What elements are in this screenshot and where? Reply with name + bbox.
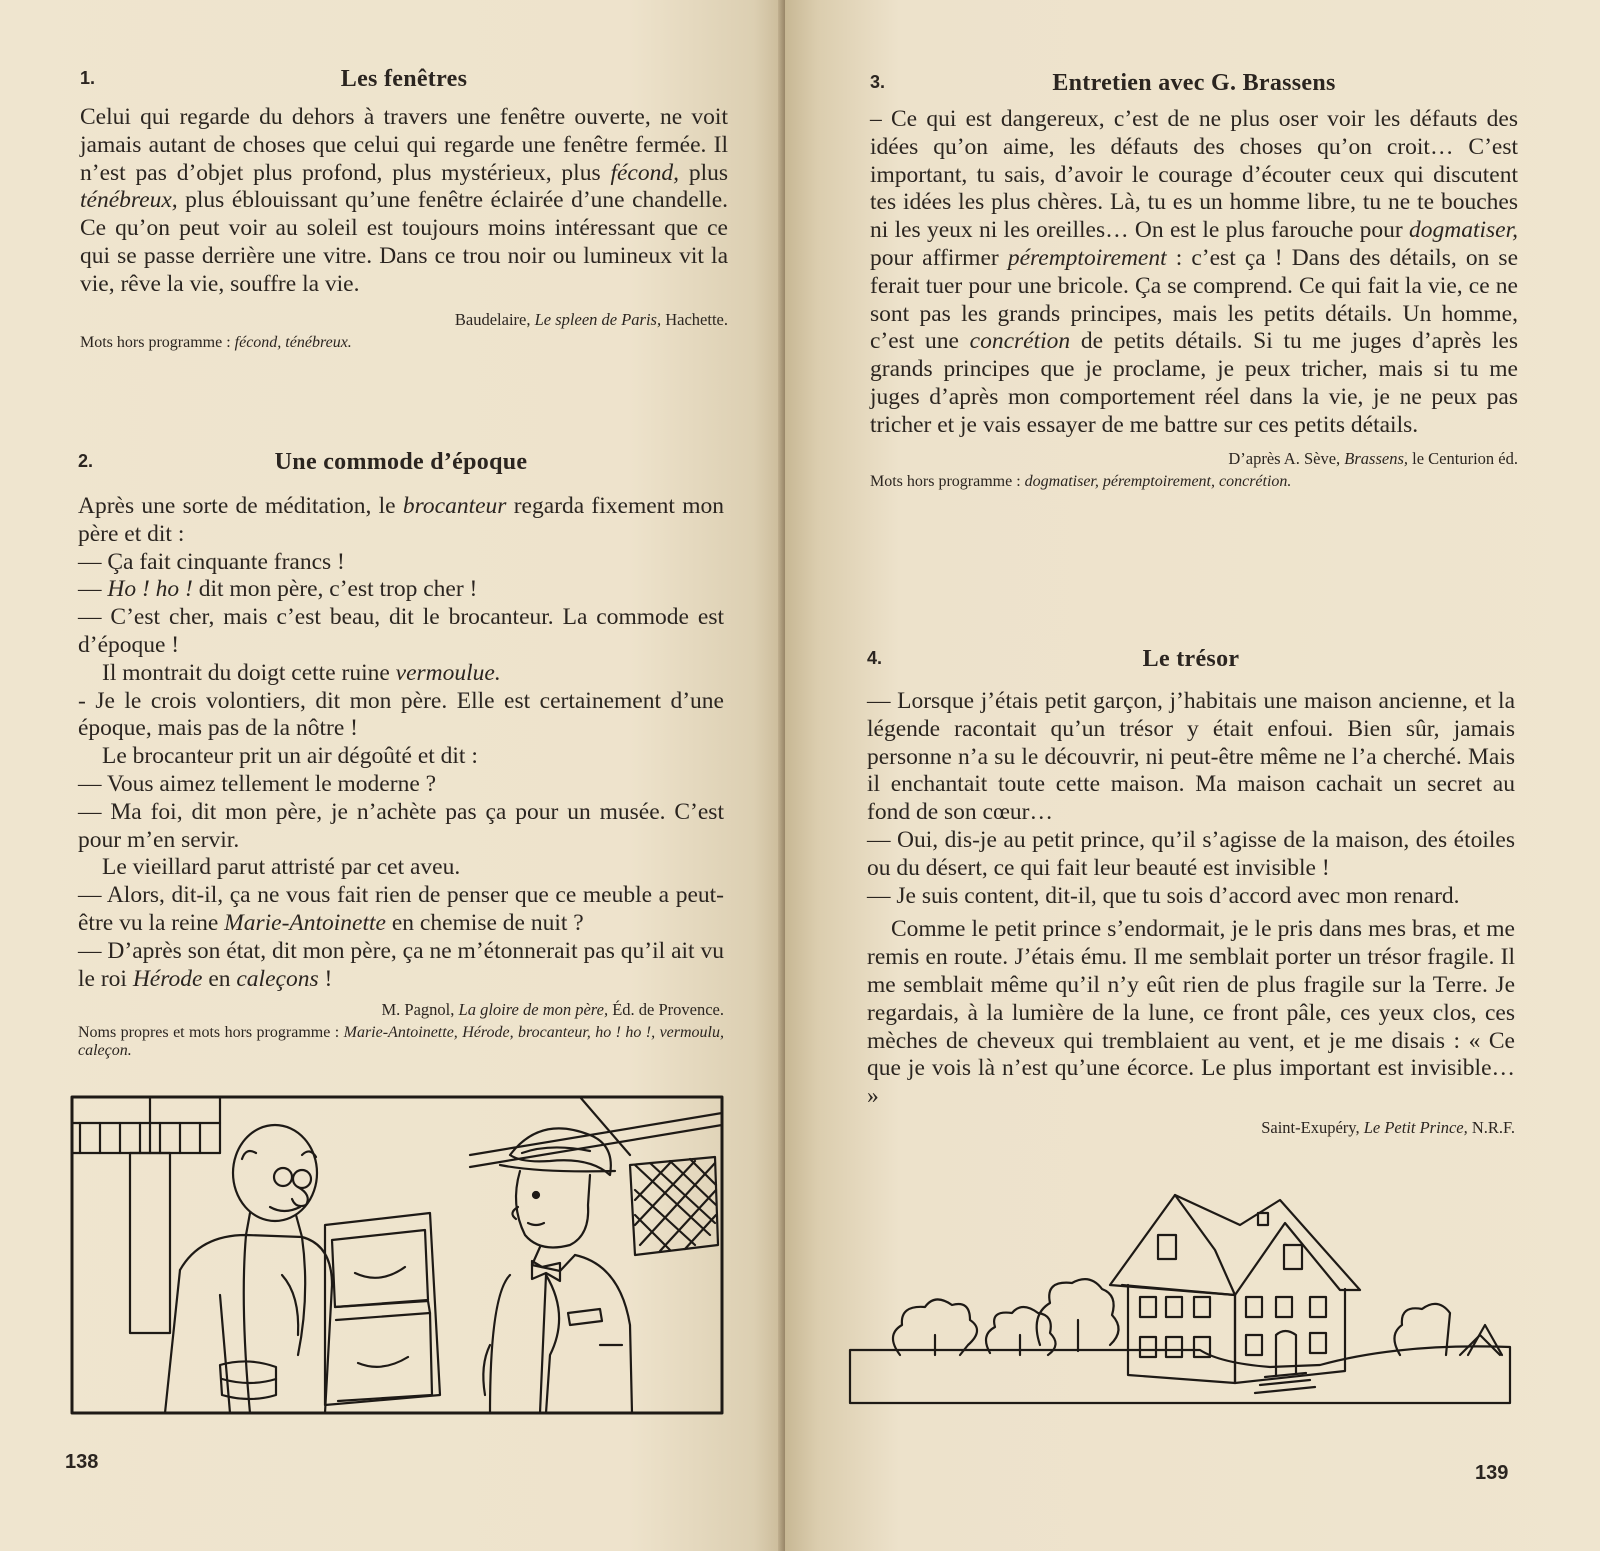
- dialogue-line: — Ça fait cinquante francs !: [78, 548, 345, 575]
- paragraph: Le vieillard parut attristé par cet aveu.: [102, 854, 461, 881]
- section-title: Entretien avec G. Brassens: [1052, 70, 1336, 96]
- dialogue-line: — D’après son état, dit mon père, ça ne m’étonnerait pas qu’il ait vu le roi Hérode en caleçons !: [78, 937, 724, 992]
- dialogue-line: — Alors, dit-il, ça ne vous fait rien de penser que ce meuble a peut-être vu la reine Marie-Antoinette en chemise de nuit ?: [78, 882, 724, 936]
- paragraph: Le brocanteur prit un air dégoûté et dit :: [102, 743, 478, 770]
- section-2-heading: [78, 449, 724, 483]
- section-4: [867, 646, 1515, 1139]
- paragraph: Il montrait du doigt cette ruine vermoulue.: [102, 659, 501, 686]
- section-2: [78, 449, 724, 1060]
- section-1: [80, 66, 728, 352]
- section-3-heading: [870, 70, 1518, 104]
- left-page: [0, 0, 785, 1551]
- source-citation: M. Pagnol, La gloire de mon père, Éd. de Provence.: [381, 1000, 724, 1020]
- vocabulary-note: Mots hors programme : dogmatiser, péremptoirement, concrétion.: [870, 472, 1292, 490]
- section-3-text: [870, 106, 1518, 440]
- right-page: [785, 0, 1600, 1551]
- dialogue-line: — Ho ! ho ! dit mon père, c’est trop cher !: [78, 576, 478, 603]
- antique-dealer-illustration: [70, 1095, 724, 1415]
- section-number: 1.: [80, 68, 96, 88]
- paragraph: Comme le petit prince s’endormait, je le pris dans mes bras, et me remis en route. J’étais ému. Il me semblait porter un trésor fragile. Il me semblait même qu’il n’y eût rien de plus fragile sur la Terre. Je regardais, à la lumière de la lune, ce front pâle, ces yeux clos, ces mèches de cheveux qui tremblaient au vent, et je me disais : « Ce que je vois là n’est qu’une écorce. Le plus important est invisible… »: [867, 916, 1515, 1110]
- vocabulary-note: Mots hors programme : fécond, ténébreux.: [80, 333, 352, 351]
- section-number: 2.: [78, 451, 94, 471]
- dialogue-line: — Oui, dis-je au petit prince, qu’il s’agisse de la maison, des étoiles ou du désert, ce qui fait leur beauté est invisible !: [867, 826, 1515, 881]
- paragraph: – Ce qui est dangereux, c’est de ne plus oser voir les défauts des idées qu’on aime, les défauts des choses qu’on croit… C’est important, tu sais, d’avoir le courage d’écouter ceux qui discutent tes idées les plus chères. Là, tu es un homme libre, tu ne te bouches ni les yeux ni les oreilles… On est le plus farouche pour dogmatiser, pour affirmer péremptoirement : c’est ça ! Dans des détails, on se ferait tuer pour une bricole. Ça se comprend. Ce qui fait la vie, ce ne sont pas les grands principes, mais les petits détails. Un homme, c’est une concrétion de petits détails. Si tu me juges d’après les grands principes que je proclame, je peux tricher, mais si tu me juges d’après mon comportement réel dans la vie, je ne peux pas tricher et je vais essayer de me battre sur ces petits détails.: [870, 106, 1519, 438]
- section-2-text: [78, 493, 724, 993]
- section-4-text: [867, 688, 1515, 1111]
- source-citation: Saint-Exupéry, Le Petit Prince, N.R.F.: [1261, 1117, 1515, 1137]
- paragraph: Après une sorte de méditation, le brocanteur regarda fixement mon père et dit :: [78, 493, 724, 547]
- page-number: 138: [65, 1451, 99, 1473]
- section-1-text: [80, 104, 728, 299]
- dialogue-line: - Je le crois volontiers, dit mon père. Elle est certainement d’une époque, mais pas de la nôtre !: [78, 687, 724, 742]
- source-citation: D’après A. Sève, Brassens, le Centurion éd.: [1228, 448, 1518, 468]
- section-1-heading: [80, 66, 728, 100]
- dialogue-line: — C’est cher, mais c’est beau, dit le brocanteur. La commode est d’époque !: [78, 604, 724, 658]
- section-title: Le trésor: [1142, 646, 1240, 672]
- old-house-illustration: [840, 1185, 1520, 1410]
- section-number: 4.: [867, 648, 883, 668]
- section-title: Les fenêtres: [340, 66, 468, 92]
- source-citation: Baudelaire, Le spleen de Paris, Hachette.: [454, 309, 728, 329]
- dialogue-line: — Je suis content, dit-il, que tu sois d’accord avec mon renard.: [867, 882, 1460, 909]
- section-number: 3.: [870, 72, 886, 92]
- page-number: 139: [1475, 1462, 1509, 1484]
- dialogue-line: — Ma foi, dit mon père, je n’achète pas ça pour un musée. C’est pour m’en servir.: [78, 798, 724, 853]
- dialogue-line: — Vous aimez tellement le moderne ?: [78, 770, 437, 797]
- section-title: Une commode d’époque: [274, 449, 528, 475]
- paragraph: Celui qui regarde du dehors à travers une fenêtre ouverte, ne voit jamais autant de choses que celui qui regarde une fenêtre fermée. Il n’est pas d’objet plus profond, plus mystérieux, plus fécond, plus ténébreux, plus éblouissant qu’une fenêtre éclairée d’une chandelle. Ce qu’on peut voir au soleil est toujours moins intéressant que ce qui se passe derrière une vitre. Dans ce trou noir ou lumineux vit la vie, rêve la vie, souffre la vie.: [80, 104, 728, 297]
- section-3: [870, 70, 1518, 491]
- vocabulary-note: Noms propres et mots hors programme : Marie-Antoinette, Hérode, brocanteur, ho ! ho !, vermoulu, caleçon.: [78, 1024, 724, 1060]
- dialogue-line: — Lorsque j’étais petit garçon, j’habitais une maison ancienne, et la légende racontait qu’un trésor y était enfoui. Bien sûr, jamais personne n’a su le découvrir, ni peut-être même ne l’a cherché. Mais il enchantait toute cette maison. Ma maison cachait un secret au fond de son cœur…: [867, 688, 1515, 826]
- section-4-heading: [867, 646, 1515, 680]
